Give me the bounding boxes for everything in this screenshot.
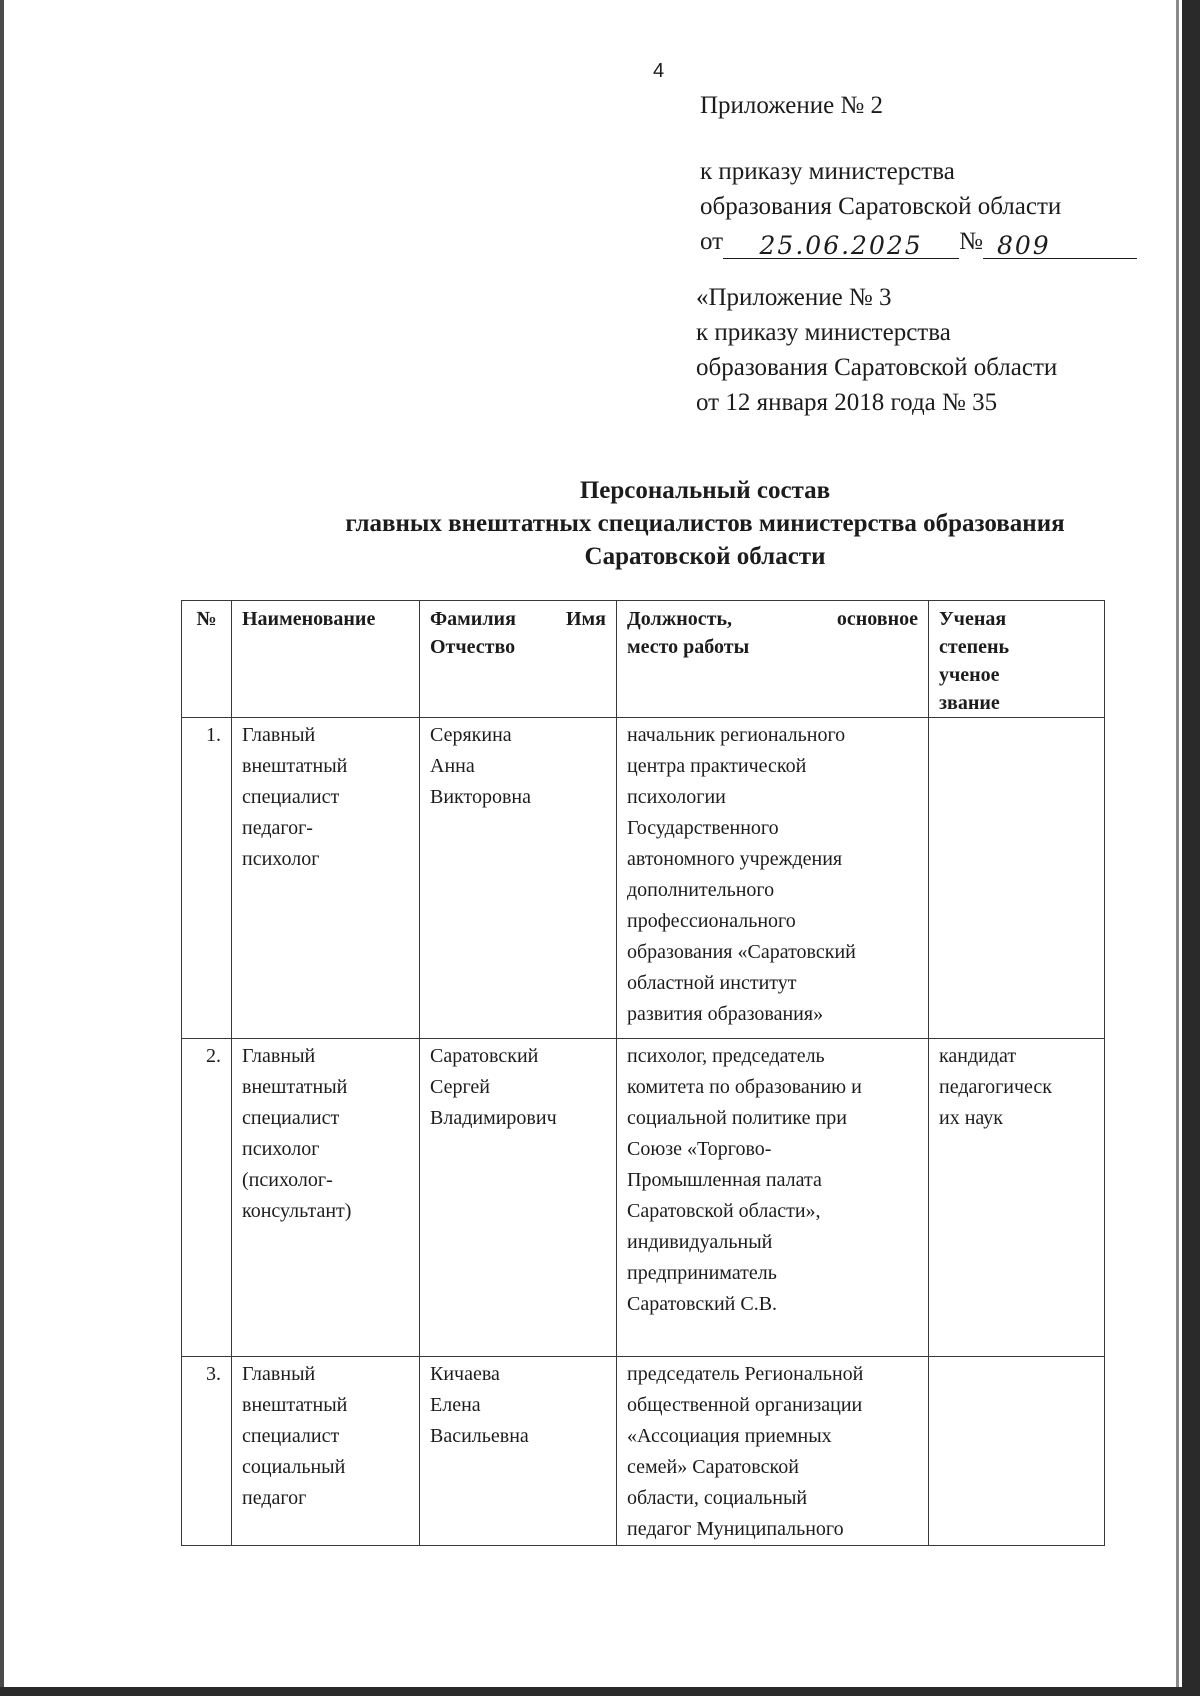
cell-line: психологии [627, 786, 726, 808]
cell-line: Государственного [627, 817, 779, 839]
cell-line: семей» Саратовской [627, 1456, 799, 1478]
cell-line: предприниматель [627, 1262, 777, 1284]
prev-line-2: к приказу министерства [696, 319, 951, 346]
specialist-fio [420, 1357, 617, 1546]
cell-line: психолог, председатель [627, 1045, 825, 1067]
cell-line: областной институт [627, 972, 797, 994]
table-row [182, 1039, 1105, 1357]
title-line-3: Саратовской области [584, 543, 826, 570]
cell-line: психолог [242, 848, 320, 870]
cell-line: Анна [430, 755, 475, 777]
header-fio-name: Имя [566, 608, 606, 630]
cell-line: кандидат [939, 1045, 1017, 1067]
header-degree [929, 601, 1105, 718]
cell-line: Елена [430, 1394, 481, 1416]
cell-line: Владимирович [430, 1107, 557, 1129]
cell-line: развития образования» [627, 1003, 824, 1025]
header-position [617, 601, 929, 718]
cell-line: начальник регионального [627, 724, 846, 746]
header-degree-line: степень [939, 636, 1010, 658]
cell-line: Главный [242, 1363, 316, 1385]
cell-line: внештатный [242, 755, 348, 777]
order-line-2: образования Саратовской области [700, 193, 1062, 220]
appendix-title [700, 88, 883, 123]
cell-line: Сергей [430, 1076, 490, 1098]
header-position-a: Должность, [627, 608, 733, 630]
cell-line: профессионального [627, 910, 796, 932]
cell-line: Главный [242, 724, 316, 746]
document-title [270, 474, 1140, 573]
previous-appendix-reference [696, 280, 1057, 420]
specialist-degree [929, 1357, 1105, 1546]
cell-line: Главный [242, 1045, 316, 1067]
cell-line: автономного учреждения [627, 848, 843, 870]
specialist-fio [420, 718, 617, 1039]
row-number: 1. [182, 718, 232, 1039]
specialist-degree [929, 718, 1105, 1039]
cell-line: педагог- [242, 817, 313, 839]
cell-line: социальный [242, 1456, 346, 1478]
row-number: 2. [182, 1039, 232, 1357]
header-fio-surname: Фамилия [430, 608, 516, 630]
specialist-position [617, 718, 929, 1039]
header-fio [420, 601, 617, 718]
specialist-title [232, 1039, 420, 1357]
handwritten-number: 809 [983, 228, 1137, 259]
scan-right-edge-line [1176, 0, 1179, 1696]
order-date-line [700, 224, 1137, 259]
cell-line: Союзе «Торгово- [627, 1138, 772, 1160]
cell-line: Васильевна [430, 1425, 529, 1447]
cell-line: Промышленная палата [627, 1169, 822, 1191]
cell-line: индивидуальный [627, 1231, 773, 1253]
cell-line: комитета по образованию и [627, 1076, 862, 1098]
header-degree-line: Ученая [939, 608, 1007, 630]
table-row [182, 718, 1105, 1039]
specialist-title [232, 718, 420, 1039]
cell-line: центра практической [627, 755, 807, 777]
header-position-b: основное [836, 608, 918, 630]
cell-line: специалист [242, 1425, 340, 1447]
title-line-1: Персональный состав [579, 477, 831, 504]
specialist-title [232, 1357, 420, 1546]
cell-line: их наук [939, 1107, 1003, 1129]
number-prefix: № [959, 228, 983, 255]
handwritten-date: 25.06.2025 [723, 228, 959, 259]
cell-line: педагог Муниципального [627, 1518, 844, 1540]
specialist-degree [929, 1039, 1105, 1357]
cell-line: Викторовна [430, 786, 531, 808]
table-header-row [182, 601, 1105, 718]
cell-line: Саратовской области», [627, 1200, 821, 1222]
header-number: № [182, 601, 232, 718]
prev-line-3: образования Саратовской области [696, 354, 1058, 381]
order-line-1: к приказу министерства [700, 158, 955, 185]
cell-line: дополнительного [627, 879, 775, 901]
staff-table [181, 600, 1105, 1546]
cell-line: общественной организации [627, 1394, 863, 1416]
cell-line: внештатный [242, 1076, 348, 1098]
specialist-position [617, 1039, 929, 1357]
prev-line-4: от 12 января 2018 года № 35 [696, 389, 998, 416]
cell-line: внештатный [242, 1394, 348, 1416]
cell-line: Саратовский С.В. [627, 1293, 778, 1315]
scan-bottom-edge [0, 1687, 1200, 1696]
table-row [182, 1357, 1105, 1546]
row-number: 3. [182, 1357, 232, 1546]
scan-left-edge [0, 0, 4, 1696]
date-prefix: от [700, 228, 724, 255]
cell-line: Серякина [430, 724, 512, 746]
header-degree-line: ученое [939, 664, 1000, 686]
scan-right-edge [1182, 0, 1200, 1696]
header-fio-patronymic: Отчество [430, 636, 516, 658]
cell-line: председатель Региональной [627, 1363, 864, 1385]
cell-line: педагогическ [939, 1076, 1053, 1098]
cell-line: психолог [242, 1138, 320, 1160]
prev-line-1: «Приложение № 3 [696, 284, 892, 311]
specialist-position [617, 1357, 929, 1546]
cell-line: Саратовский [430, 1045, 539, 1067]
cell-line: области, социальный [627, 1487, 808, 1509]
cell-line: педагог [242, 1487, 307, 1509]
order-reference [700, 154, 1137, 259]
page-number: 4 [653, 60, 665, 82]
title-line-2: главных внештатных специалистов министерства образования [345, 510, 1065, 537]
header-position-c: место работы [627, 636, 750, 658]
appendix-title-text: Приложение № 2 [700, 92, 884, 119]
cell-line: специалист [242, 786, 340, 808]
header-degree-line: звание [939, 692, 1000, 714]
cell-line: Кичаева [430, 1363, 500, 1385]
cell-line: «Ассоциация приемных [627, 1425, 832, 1447]
specialist-fio [420, 1039, 617, 1357]
cell-line: консультант) [242, 1200, 352, 1222]
cell-line: (психолог- [242, 1169, 333, 1191]
header-name: Наименование [232, 601, 420, 718]
cell-line: образования «Саратовский [627, 941, 856, 963]
cell-line: социальной политике при [627, 1107, 847, 1129]
cell-line: специалист [242, 1107, 340, 1129]
